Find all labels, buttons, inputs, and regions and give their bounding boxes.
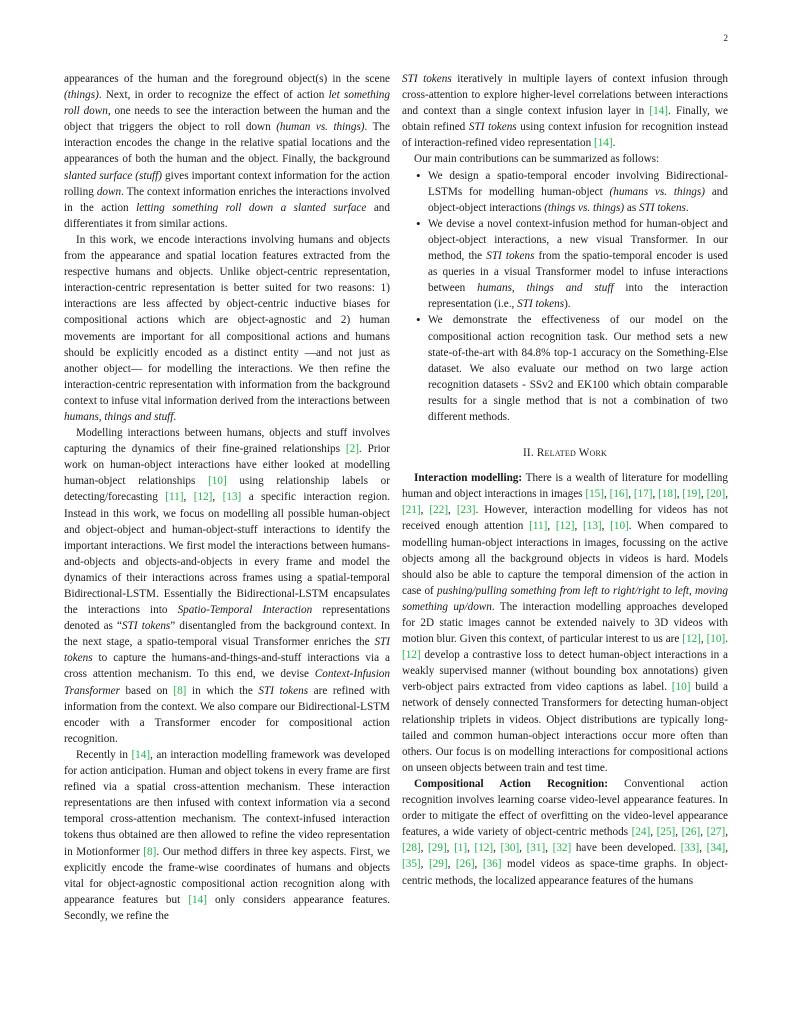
citation-link[interactable]: [11]	[165, 491, 184, 504]
italic-run: STI tokens	[402, 73, 452, 85]
paragraph: Our main contributions can be summarized as follows:	[414, 153, 660, 166]
text-run: ,	[725, 826, 729, 839]
text-run: ,	[628, 488, 634, 501]
text-run: ,	[725, 842, 729, 855]
citation-link[interactable]: [27]	[706, 826, 726, 839]
text-run: ,	[650, 826, 657, 839]
citation-link[interactable]: [22]	[429, 504, 449, 517]
citation-link[interactable]: [23]	[456, 504, 476, 517]
citation-link[interactable]: [14]	[593, 137, 613, 150]
italic-run: STI tokens	[638, 201, 686, 214]
citation-link[interactable]: [12]	[555, 520, 575, 533]
italic-run: STI tokens	[258, 684, 309, 697]
text-run: as	[624, 201, 639, 214]
text-run: to capture the humans-and-things-and-stuff interactions via a cross attention mechanism. To this end, we devise	[64, 652, 390, 681]
paragraph	[402, 776, 728, 889]
paragraph	[402, 470, 728, 776]
citation-link[interactable]: [25]	[656, 826, 676, 839]
text-run: .	[612, 137, 616, 150]
text-run: appearances of the human and the foreground object(s) in the scene	[64, 73, 390, 85]
text-run: ,	[574, 520, 583, 533]
text-run: . Prior work on human-object interactions have either looked at modelling human-object relationships	[64, 443, 391, 488]
list-item	[402, 216, 728, 313]
citation-link[interactable]: [10]	[610, 520, 629, 533]
text-run: . When compared to modelling human-object interactions in images, focussing on the active objects among all the background objects in videos is hard. Models should also be able to capture the temporal dimension of the action in case of	[402, 520, 729, 597]
citation-link[interactable]: [30]	[500, 842, 520, 855]
text-run: We design a spatio-temporal encoder involving Bidirectional-LSTMs for modelling human-object	[428, 169, 728, 198]
text-run: ,	[183, 491, 194, 504]
text-run: only considers appearance features. Secondly, we refine the	[64, 893, 390, 922]
citation-link[interactable]: [29]	[428, 842, 447, 855]
text-run: a specific interaction region. Instead in this work, we focus on modelling all possible human-object and object-object and human-object-stuff interactions to identify the important interactions. We first model the interactions between humans-and-objects and objects-and-objects in every frame and model the dynamics of their interactions across frames using a spatial-temporal Bidirectional-LSTM. Essentially the Bidirectional-LSTM encapsulates the interactions into	[64, 491, 391, 617]
text-run: iteratively in multiple layers of context infusion through cross-attention to explore higher-level correlations between interactions and context than a single context infusion layer in	[402, 73, 729, 118]
text-run: . The context information enriches the interactions involved in the action	[64, 185, 390, 214]
italic-run: (things)	[64, 89, 99, 102]
text-run: based on	[119, 684, 174, 697]
text-run: from the spatio-temporal encoder is used as queries in a visual Transformer model to infuse interactions between	[428, 250, 728, 295]
citation-link[interactable]: [10]	[706, 633, 726, 646]
citation-link[interactable]: [32]	[552, 842, 572, 855]
text-run: ,	[699, 842, 707, 855]
text-run: .	[725, 633, 729, 646]
text-run: ,	[474, 858, 483, 871]
text-run: model videos as space-time graphs. In object-centric methods, the localized appearance features of the humans	[402, 858, 729, 887]
citation-link[interactable]: [12]	[474, 842, 494, 855]
italic-run: (human vs. things)	[276, 121, 365, 134]
citation-link[interactable]: [35]	[402, 858, 421, 871]
citation-link[interactable]: [34]	[706, 842, 726, 855]
citation-link[interactable]: [2]	[345, 443, 359, 456]
run-in-heading: Interaction modelling:	[414, 472, 523, 485]
italic-run: Spatio-Temporal Interaction	[177, 604, 313, 617]
text-run: . The interaction modelling approaches developed for 2D static images cannot be extended naively to 3D videos with motion blur. Given this context, of particular interest to us are	[402, 600, 729, 646]
text-run: Modelling interactions between humans, objects and stuff involves capturing the dynamics of their fine-grained relationships	[64, 427, 390, 456]
citation-link[interactable]: [31]	[526, 842, 546, 855]
page-number: 2	[723, 33, 728, 43]
text-run: Conventional action recognition involves learning coarse video-level appearance features. In order to mitigate the effect of overfitting on the video-level appearance features, a wide variety of object-centric methods	[402, 777, 728, 839]
text-run: using context infusion for recognition instead of interaction-refined video representation	[402, 121, 728, 150]
text-run: ,	[676, 488, 683, 501]
text-run: ,	[446, 842, 455, 855]
citation-link[interactable]: [28]	[402, 842, 421, 855]
paragraph	[64, 232, 390, 425]
run-in-heading: Compositional Action Recognition:	[414, 777, 608, 790]
italic-run: STI tokens	[122, 620, 171, 633]
text-run: . Next, in order to recognize the effect of action	[98, 89, 329, 102]
citation-link[interactable]: [19]	[682, 488, 701, 501]
citation-link[interactable]: [14]	[131, 748, 151, 761]
citation-link[interactable]: [33]	[680, 842, 700, 855]
citation-link[interactable]: [29]	[428, 858, 448, 871]
text-run: representations denoted as “	[64, 604, 390, 633]
citation-link[interactable]: [1]	[454, 842, 468, 855]
paragraph	[402, 71, 728, 151]
text-run: build a network of densely connected Transformers for detecting human-object relationship triplets in videos. Object distributions are typically long-tailed and common human-object interactions occur more often than others. Our focus is on modelling interactions for compositional actions on unseen objects between train and test time.	[402, 681, 728, 774]
italic-run: pushing/pulling something from left to right/right to left, moving something up/down	[402, 584, 728, 613]
list-item	[402, 312, 728, 425]
citation-link[interactable]: [8]	[143, 845, 157, 858]
italic-run: let something roll down	[64, 89, 390, 118]
citation-link[interactable]: [13]	[222, 491, 242, 504]
italic-run: STI tokens	[517, 298, 565, 311]
text-run: ,	[467, 842, 475, 855]
text-run: . The interaction encodes the change in the relative spatial locations and the appearances of both the human and the object. Finally, the background	[64, 121, 390, 166]
text-run: ,	[700, 488, 707, 501]
italic-run: Context-Infusion Transformer	[64, 668, 390, 697]
text-run: ,	[493, 842, 501, 855]
text-run: ,	[675, 826, 682, 839]
citation-link[interactable]: [8]	[173, 684, 187, 697]
text-run: and differentiates it from similar actions.	[64, 201, 390, 230]
italic-run: humans, things and stuff	[64, 410, 174, 423]
citation-link[interactable]: [14]	[649, 105, 668, 118]
text-run: ,	[547, 520, 556, 533]
italic-run: (humans vs. things)	[609, 185, 705, 198]
paragraph	[64, 747, 390, 924]
citation-link[interactable]: [10]	[671, 681, 691, 694]
citation-link[interactable]: [18]	[658, 488, 677, 501]
text-run: .	[685, 201, 689, 214]
text-run: We demonstrate the effectiveness of our model on the compositional action recognition task. Our method sets a new state-of-the-art with 84.8% top-1 accuracy on the Something-Else dataset. We also evaluate our method on two large action recognition datasets - SSv2 and EK100 which obtain comparable results for a single method that is not a combination of two different methods.	[428, 314, 728, 423]
text-run: and object-object interactions	[428, 185, 728, 214]
text-run: ,	[700, 633, 707, 646]
text-run: using relationship labels or detecting/forecasting	[64, 475, 390, 504]
citation-link[interactable]: [24]	[631, 826, 651, 839]
text-run: ,	[420, 504, 430, 517]
section-title: Related Work	[536, 447, 607, 460]
text-run: ,	[603, 488, 610, 501]
text-run: . Finally, we obtain refined	[402, 105, 728, 134]
text-run: ,	[448, 504, 457, 517]
citation-link[interactable]: [12]	[193, 491, 213, 504]
italic-run: STI tokens	[486, 250, 535, 263]
citation-link[interactable]: [16]	[609, 488, 629, 501]
text-run: , one needs to see the interaction between the human and the object that triggers the object to roll down	[64, 105, 391, 134]
text-run: ,	[212, 491, 223, 504]
citation-link[interactable]: [14]	[188, 893, 207, 906]
text-run: ).	[564, 298, 571, 311]
text-run: ” disentangled from the background context. In the next stage, a spatio-temporal visual Transformer enriches the	[64, 620, 390, 649]
text-run: . Our method differs in three key aspects. First, we explicitly encode the frame-wise coordinates of humans and objects vital for object-agnostic compositional action recognition along with appearance features but	[64, 845, 390, 906]
text-run: are refined with information from the context. We also compare our Bidirectional-LSTM encoder with a Transformer encoder for compositional action recognition.	[64, 684, 391, 745]
citation-link[interactable]: [13]	[583, 520, 602, 533]
citation-link[interactable]: [26]	[681, 826, 701, 839]
text-run: gives important context information for the action rolling	[64, 169, 390, 198]
italic-run: down	[96, 185, 122, 198]
italic-run: letting something roll down a slanted surface	[136, 201, 367, 214]
citation-link[interactable]: [12]	[682, 633, 701, 646]
left-column	[64, 71, 390, 924]
citation-link[interactable]: [10]	[208, 475, 227, 488]
citation-link[interactable]: [15]	[585, 488, 604, 501]
text-run: ,	[700, 826, 707, 839]
italic-run: STI tokens	[64, 636, 390, 665]
text-run: .	[173, 410, 177, 423]
paragraph	[64, 71, 390, 232]
text-run: ,	[652, 488, 659, 501]
list-item	[402, 168, 728, 216]
text-run: ,	[420, 858, 429, 871]
text-run: There is a wealth of literature for modelling human and object interactions in images	[402, 472, 728, 501]
text-run: We devise a novel context-infusion method for human-object and object-object interactions, a new visual Transformer. In our method, the	[428, 217, 728, 263]
section-number: II.	[523, 447, 534, 460]
text-run: . However, interaction modelling for videos has not received enough attention	[402, 504, 728, 533]
text-run: ,	[601, 520, 611, 533]
contributions-list	[402, 168, 728, 426]
text-run: ,	[519, 842, 527, 855]
text-run: ,	[545, 842, 553, 855]
italic-run: STI tokens	[468, 121, 517, 134]
text-run: ,	[420, 842, 429, 855]
section-heading	[402, 445, 728, 461]
italic-run: slanted surface (stuff)	[64, 169, 162, 182]
citation-link[interactable]: [21]	[402, 504, 421, 517]
citation-link[interactable]: [20]	[706, 488, 726, 501]
citation-link[interactable]: [36]	[482, 858, 502, 871]
italic-run: (things vs. things)	[544, 201, 625, 214]
paragraph	[64, 425, 390, 747]
right-column	[402, 71, 728, 889]
text-run: develop a contrastive loss to detect human-object interactions in a weakly supervised manner (without bounding box annotations) given verb-object pairs extracted from video captions as label.	[402, 649, 728, 694]
italic-run: humans, things and stuff	[477, 282, 614, 295]
citation-link[interactable]: [12]	[402, 649, 421, 662]
citation-link[interactable]: [17]	[633, 488, 653, 501]
text-run: In this work, we encode interactions involving humans and objects from the appearance and spatial location features extracted from the respective humans and objects. Unlike object-centric representation, interaction-centric representation is better suited for two reasons: 1) interactions are less affected by object-centric inductive biases for compositional actions which are object-agnostic and 2) human movements are important for all compositional actions and humans should be explicitly encoded as a distinct entity —and not just as another object— for modelling the interactions. We then refine the interaction-centric representation with information from the background context to infuse vital information derived from the interactions between	[64, 233, 390, 407]
citation-link[interactable]: [26]	[455, 858, 475, 871]
text-run: have been developed.	[571, 842, 681, 855]
text-run: , an interaction modelling framework was developed for action anticipation. Human and object tokens in every frame are first refined via a spatial cross-attention mechanism. These interaction representations are then infused with context information via a second temporal cross-attention mechanism. The context-infused interaction tokens thus obtained are then allowed to refine the video representation in Motionformer	[64, 748, 390, 858]
citation-link[interactable]: [11]	[529, 520, 548, 533]
text-run: Recently in	[76, 748, 132, 761]
text-run: into the interaction representation (i.e.,	[428, 282, 728, 311]
text-run: ,	[447, 858, 456, 871]
text-run: in which the	[186, 684, 259, 697]
text-run: ,	[725, 488, 729, 501]
